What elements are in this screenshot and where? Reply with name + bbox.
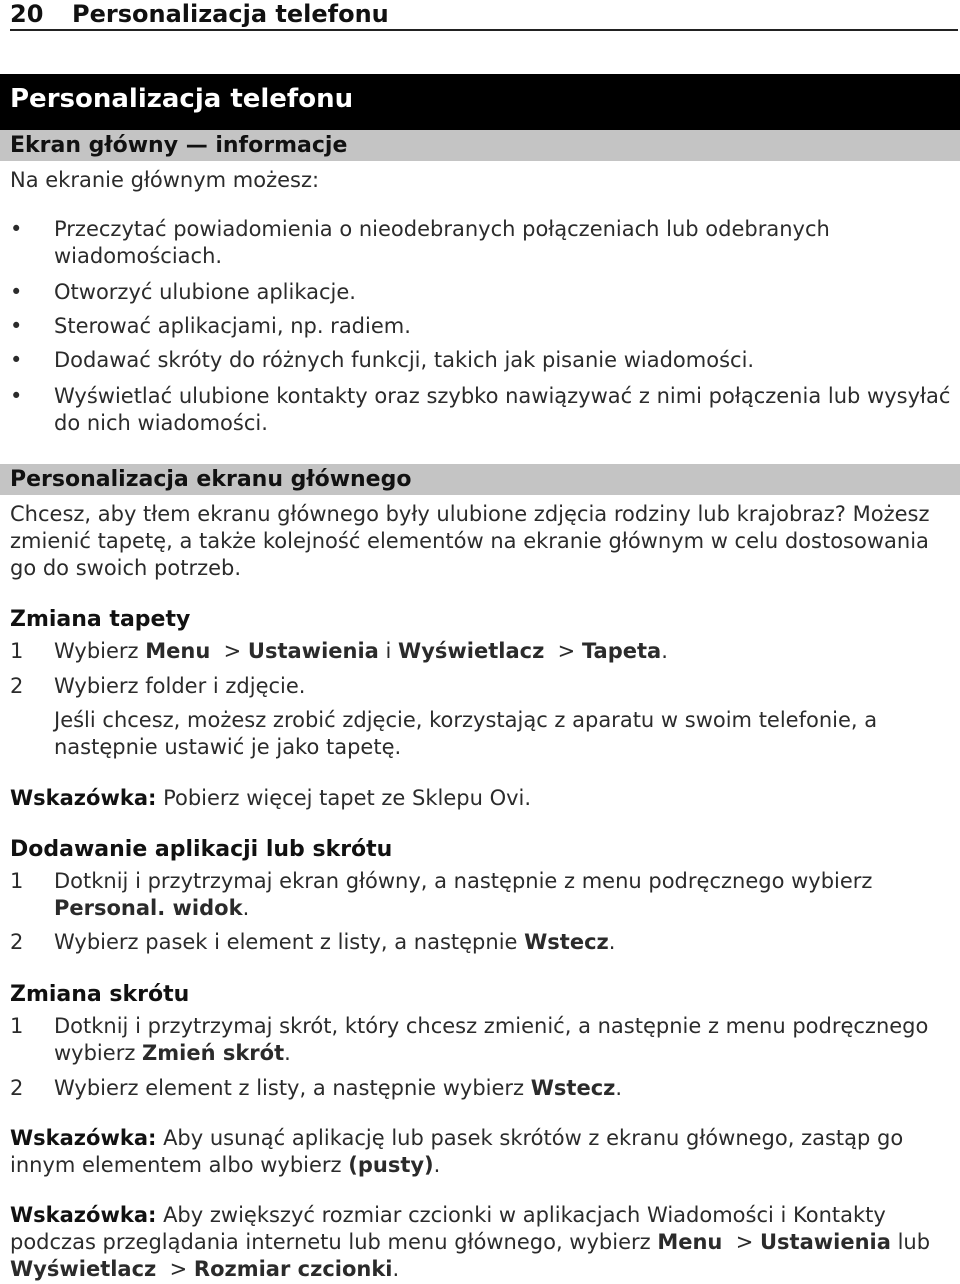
command-back: Wstecz (530, 1076, 616, 1100)
tip-remove (10, 1125, 950, 1179)
step-text-end: . (242, 896, 250, 920)
bullet-marker: • (10, 280, 23, 304)
bullet-text: Przeczytać powiadomienia o nieodebranych połączeniach lub odebranych wiadomościach. (54, 217, 830, 268)
menu-path-settings: Ustawienia (247, 639, 379, 663)
list-item (10, 347, 954, 374)
step-text: Wybierz pasek i element z listy, a następnie (54, 930, 525, 954)
page-header (10, 0, 958, 31)
step-text-end: . (661, 639, 668, 663)
step-text: Wybierz (54, 639, 146, 663)
path-separator: > (722, 1230, 760, 1254)
bullet-text: Dodawać skróty do różnych funkcji, takich jak pisanie wiadomości. (54, 348, 755, 372)
step-text: Dotknij i przytrzymaj ekran główny, a następnie z menu podręcznego wybierz (54, 869, 873, 893)
bullet-text: Otworzyć ulubione aplikacje. (54, 280, 356, 304)
command-change-shortcut: Zmień skrót (142, 1041, 285, 1065)
bullet-marker: • (10, 314, 23, 338)
change-shortcut-heading: Zmiana skrótu (10, 982, 190, 1007)
tip-text: Aby usunąć aplikację lub pasek skrótów z ekranu głównego, zastąp go innym elementem albo wybierz (10, 1126, 904, 1177)
menu-path-menu: Menu (145, 639, 211, 663)
menu-path-settings: Ustawienia (760, 1230, 891, 1254)
menu-path-display: Wyświetlacz (398, 639, 545, 663)
wallpaper-step-2-note (10, 707, 954, 761)
step-number: 2 (10, 930, 24, 954)
add-app-heading: Dodawanie aplikacji lub skrótu (10, 837, 393, 862)
wallpaper-tip (10, 785, 950, 812)
command-empty: (pusty) (348, 1153, 434, 1177)
step-text: Wybierz element z listy, a następnie wybierz (54, 1076, 531, 1100)
change-shortcut-step-2 (10, 1075, 954, 1102)
command-back: Wstecz (524, 930, 609, 954)
command-personal-view: Personal. widok (54, 896, 243, 920)
menu-path-menu: Menu (657, 1230, 723, 1254)
personalize-heading: Personalizacja ekranu głównego (0, 464, 960, 495)
path-separator: > (156, 1257, 194, 1281)
tip-font (10, 1202, 950, 1283)
list-item (10, 383, 954, 437)
change-shortcut-step-1 (10, 1013, 954, 1067)
tip-label: Wskazówka: (10, 1203, 157, 1227)
step-text: Dotknij i przytrzymaj skrót, który chcesz zmienić, a następnie z menu podręcznego wybierz (54, 1014, 929, 1065)
path-separator: > (210, 639, 248, 663)
step-text-end: . (284, 1041, 291, 1065)
step-number: 1 (10, 1014, 24, 1038)
bullet-marker: • (10, 384, 23, 408)
add-app-step-2 (10, 929, 954, 956)
bullet-text: Wyświetlać ulubione kontakty oraz szybko nawiązywać z nimi połączenia lub wysyłać do nich wiadomości. (54, 384, 951, 435)
menu-path-font-size: Rozmiar czcionki (193, 1257, 393, 1281)
menu-path-display: Wyświetlacz (10, 1257, 157, 1281)
tip-text-end: . (392, 1257, 400, 1281)
tip-text: Pobierz więcej tapet ze Sklepu Ovi. (156, 786, 532, 810)
tip-label: Wskazówka: (10, 786, 157, 810)
step-text-end: . (615, 1076, 623, 1100)
home-info-intro: Na ekranie głównym możesz: (10, 168, 320, 192)
step-number: 1 (10, 869, 24, 893)
tip-label: Wskazówka: (10, 1126, 157, 1150)
bullet-text: Sterować aplikacjami, np. radiem. (54, 314, 411, 338)
add-app-step-1 (10, 868, 954, 922)
tip-text: lub (890, 1230, 931, 1254)
personalize-intro: Chcesz, aby tłem ekranu głównego były ulubione zdjęcia rodziny lub krajobraz? Możesz zmienić tapetę, a także kolejność elementów na ekranie głównym w celu dostosowania go do swoich potrzeb. (10, 502, 930, 580)
page-number: 20 (10, 0, 44, 28)
step-number: 2 (10, 674, 24, 698)
step-text-end: . (608, 930, 616, 954)
section-title: Personalizacja telefonu (0, 74, 960, 130)
step-text: Wybierz folder i zdjęcie. (54, 674, 306, 698)
wallpaper-step-1 (10, 638, 954, 665)
step-text: i (378, 639, 399, 663)
path-separator: > (544, 639, 582, 663)
tip-text-end: . (433, 1153, 441, 1177)
list-item (10, 216, 954, 270)
home-info-heading: Ekran główny — informacje (0, 130, 960, 161)
list-item (10, 313, 954, 340)
step-number: 2 (10, 1076, 24, 1100)
bullet-marker: • (10, 348, 23, 372)
wallpaper-step-2 (10, 673, 954, 700)
menu-path-wallpaper: Tapeta (581, 639, 662, 663)
step-note: Jeśli chcesz, możesz zrobić zdjęcie, korzystając z aparatu w swoim telefonie, a następnie ustawić je jako tapetę. (54, 708, 878, 759)
running-title: Personalizacja telefonu (72, 0, 389, 28)
step-number: 1 (10, 639, 24, 663)
wallpaper-heading: Zmiana tapety (10, 607, 191, 632)
bullet-marker: • (10, 217, 23, 241)
list-item (10, 279, 954, 306)
tip-text: Aby zwiększyć rozmiar czcionki w aplikacjach Wiadomości i Kontakty podczas przeglądania internetu lub menu głównego, wybierz (10, 1203, 886, 1254)
